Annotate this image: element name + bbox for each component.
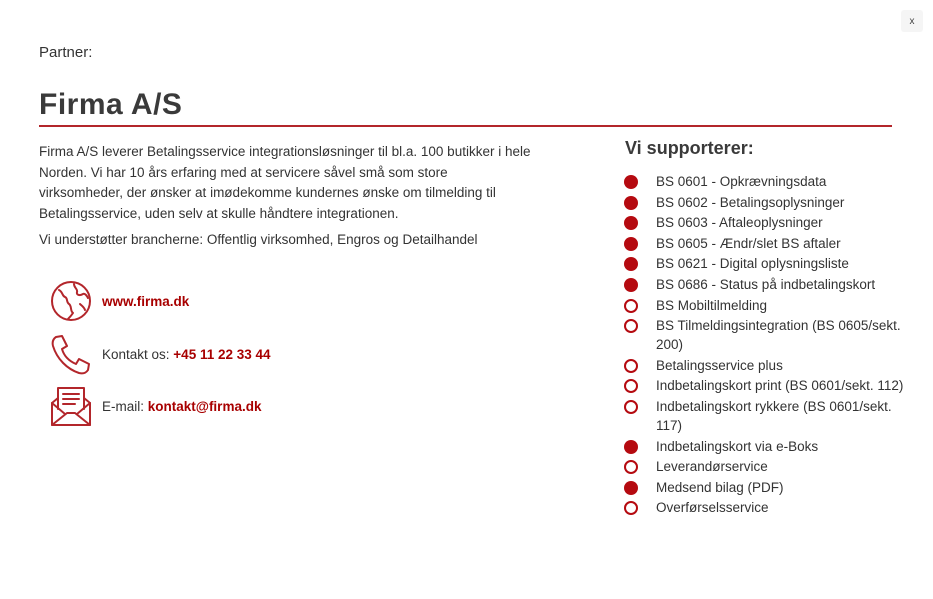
unsupported-circle-icon: [624, 379, 638, 393]
website-link[interactable]: www.firma.dk: [102, 293, 190, 309]
support-item: [624, 213, 904, 232]
support-item: [624, 356, 904, 375]
contact-website-row: [49, 279, 189, 323]
support-item: [624, 254, 904, 273]
unsupported-circle-icon: [624, 460, 638, 474]
supported-dot-icon: [624, 440, 638, 454]
support-item-label: BS Tilmeldingsintegration (BS 0605/sekt. 200): [656, 318, 901, 353]
support-item-label: BS 0686 - Status på indbetalingskort: [656, 276, 876, 292]
support-item: [624, 376, 904, 395]
unsupported-circle-icon: [624, 359, 638, 373]
supported-dot-icon: [624, 278, 638, 292]
phone-icon: [49, 332, 93, 376]
supported-dot-icon: [624, 216, 638, 230]
company-description: Firma A/S leverer Betalingsservice integrationsløsninger til bl.a. 100 butikker i hele Norden. Vi har 10 års erfaring med at servicere såvel små som store virksomheder, der ønsker at imødekomme kundernes ønske om tilmelding til Betalingsservice, uden selv at skulle håndtere integrationen.: [39, 144, 531, 221]
supported-dot-icon: [624, 175, 638, 189]
supported-dot-icon: [624, 257, 638, 271]
close-button[interactable]: x: [901, 10, 923, 32]
unsupported-circle-icon: [624, 299, 638, 313]
support-item: [624, 234, 904, 253]
support-item-label: Leverandørservice: [656, 459, 768, 475]
envelope-icon: [49, 384, 93, 428]
support-list: [624, 172, 904, 519]
supported-dot-icon: [624, 237, 638, 251]
support-item: [624, 296, 904, 315]
email-text: [102, 399, 261, 414]
phone-prefix: Kontakt os:: [102, 346, 174, 362]
support-item: [624, 316, 904, 354]
support-heading: Vi supporterer:: [625, 138, 754, 158]
company-title: Firma A/S: [39, 88, 183, 121]
support-item-label: BS 0601 - Opkrævningsdata: [656, 174, 827, 189]
support-item-label: Medsend bilag (PDF): [656, 479, 784, 495]
support-item: [624, 275, 904, 294]
phone-link[interactable]: +45 11 22 33 44: [173, 346, 271, 362]
support-item-label: BS Mobiltilmelding: [656, 297, 768, 313]
support-item: [624, 437, 904, 456]
contact-email-row: [49, 384, 261, 428]
phone-text: [102, 347, 271, 362]
support-item-label: Overførselsservice: [656, 500, 769, 516]
email-link[interactable]: kontakt@firma.dk: [147, 398, 262, 414]
support-item: [624, 172, 904, 191]
unsupported-circle-icon: [624, 319, 638, 333]
supported-dot-icon: [624, 481, 638, 495]
title-divider: [39, 125, 892, 127]
support-item-label: BS 0621 - Digital oplysningsliste: [656, 256, 849, 272]
support-item-label: BS 0602 - Betalingsoplysninger: [656, 194, 845, 210]
support-item-label: Indbetalingskort print (BS 0601/sekt. 112): [656, 378, 904, 394]
email-prefix: E-mail:: [102, 398, 148, 414]
support-item: [624, 193, 904, 212]
company-branches: Vi understøtter brancherne: Offentlig virksomhed, Engros og Detailhandel: [39, 232, 478, 247]
partner-label: Partner:: [39, 44, 93, 61]
unsupported-circle-icon: [624, 400, 638, 414]
support-item: [624, 478, 904, 497]
support-item-label: Indbetalingskort rykkere (BS 0601/sekt. 117): [656, 398, 892, 433]
website-text: [102, 294, 189, 309]
support-item-label: BS 0603 - Aftaleoplysninger: [656, 215, 823, 231]
support-item-label: Betalingsservice plus: [656, 357, 783, 373]
support-item: [624, 498, 904, 517]
support-item-label: Indbetalingskort via e-Boks: [656, 438, 819, 454]
contact-phone-row: [49, 332, 271, 376]
support-item: [624, 397, 904, 435]
support-item: [624, 457, 904, 476]
supported-dot-icon: [624, 196, 638, 210]
unsupported-circle-icon: [624, 501, 638, 515]
support-item-label: BS 0605 - Ændr/slet BS aftaler: [656, 235, 841, 251]
globe-icon: [49, 279, 93, 323]
